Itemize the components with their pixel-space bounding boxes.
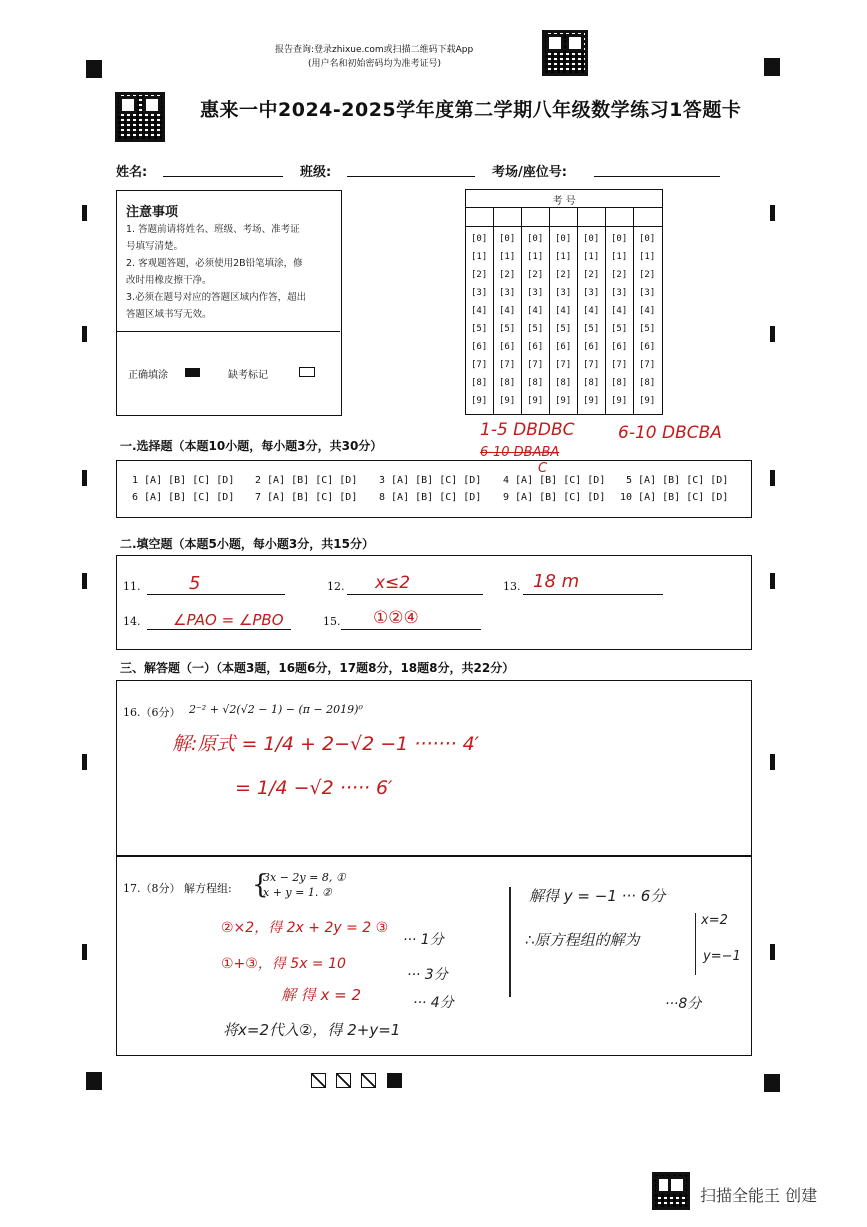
choice-q1[interactable]: 1 [A] [B] [C] [D] <box>132 475 235 486</box>
exam-id-bubble[interactable]: [1] <box>611 252 628 262</box>
q17-equation2: x + y = 1. ② <box>263 886 332 899</box>
page-title: 惠来一中2024-2025学年度第二学期八年级数学练习1答题卡 <box>200 99 742 121</box>
exam-id-bubble[interactable]: [9] <box>555 396 572 406</box>
exam-id-bubble[interactable]: [2] <box>555 270 572 280</box>
timing-mark <box>770 573 775 589</box>
registration-mark-top-left <box>86 60 102 78</box>
exam-id-bubble[interactable]: [5] <box>583 324 600 334</box>
q15-label: 15. <box>323 615 341 628</box>
q17-step2-score: ··· 3分 <box>407 967 448 983</box>
exam-id-bubble[interactable]: [0] <box>527 234 544 244</box>
exam-id-bubble[interactable]: [5] <box>639 324 656 334</box>
notice-line: 2. 客观题答题，必须使用2B铅笔填涂，修 <box>126 258 303 269</box>
exam-id-bubble[interactable]: [3] <box>499 288 516 298</box>
exam-id-bubble[interactable]: [8] <box>639 378 656 388</box>
notice-body <box>126 221 336 323</box>
exam-id-bubble[interactable]: [9] <box>583 396 600 406</box>
q17-step4: 将x=2代入②，得 2+y=1 <box>223 1021 401 1039</box>
exam-id-bubble[interactable]: [2] <box>471 270 488 280</box>
q17-step3-score: ··· 4分 <box>413 995 454 1011</box>
exam-id-bubble[interactable]: [9] <box>639 396 656 406</box>
exam-id-bubble[interactable]: [4] <box>499 306 516 316</box>
exam-id-bubble[interactable]: [3] <box>639 288 656 298</box>
class-field[interactable] <box>347 176 475 177</box>
absent-mark-checkbox[interactable] <box>299 367 315 377</box>
choice-q4[interactable]: 4 [A] [B] [C] [D] <box>503 475 606 486</box>
exam-id-bubble[interactable]: [5] <box>611 324 628 334</box>
exam-id-bubble[interactable]: [5] <box>499 324 516 334</box>
notice-line: 3.必须在题号对应的答题区域内作答，超出 <box>126 292 307 303</box>
q17-step5: 解得 y = −1 ··· 6分 <box>529 887 666 905</box>
q13-field[interactable] <box>523 594 663 595</box>
report-query-note: (用户名和初始密码均为准考证号) <box>308 59 442 69</box>
timing-mark <box>82 326 87 342</box>
exam-id-bubble[interactable]: [8] <box>471 378 488 388</box>
exam-id-bubble[interactable]: [1] <box>639 252 656 262</box>
exam-id-bubble[interactable]: [6] <box>555 342 572 352</box>
q17-step1: ②×2，得 2x + 2y = 2 ③ <box>221 920 389 936</box>
q17-step1-score: ··· 1分 <box>403 932 444 948</box>
exam-id-bubble[interactable]: [8] <box>527 378 544 388</box>
section3-title: 三、解答题（一）（本题3题，16题6分，17题8分，18题8分，共22分） <box>120 661 515 675</box>
exam-id-bubble[interactable]: [8] <box>499 378 516 388</box>
handwritten-answers-6-10: 6-10 DBCBA <box>618 423 722 443</box>
exam-id-bubble[interactable]: [5] <box>527 324 544 334</box>
exam-id-bubble[interactable]: [6] <box>499 342 516 352</box>
q16-expression: 2⁻² + √2(√2 − 1) − (π − 2019)⁰ <box>189 703 363 716</box>
exam-id-bubble[interactable]: [7] <box>611 360 628 370</box>
exam-id-bubble[interactable]: [9] <box>499 396 516 406</box>
exam-id-bubble[interactable]: [0] <box>611 234 628 244</box>
q17-step3: 解 得 x = 2 <box>281 986 362 1004</box>
notice-divider <box>117 331 340 332</box>
exam-id-bubble[interactable]: [4] <box>471 306 488 316</box>
report-query-text: 报告查询:登录zhixue.com或扫描二维码下载App <box>275 45 474 55</box>
exam-id-bubble[interactable]: [0] <box>583 234 600 244</box>
handwritten-answers-crossed: 6-10 DBABA <box>480 445 560 460</box>
exam-id-bubble[interactable]: [4] <box>527 306 544 316</box>
q11-answer: 5 <box>189 573 201 594</box>
choice-q8[interactable]: 8 [A] [B] [C] [D] <box>379 492 482 503</box>
exam-id-bubble[interactable]: [6] <box>583 342 600 352</box>
section2-title: 二.填空题（本题5小题，每小题3分，共15分） <box>120 537 374 551</box>
exam-id-bubble[interactable]: [1] <box>583 252 600 262</box>
choice-q5[interactable]: 5 [A] [B] [C] [D] <box>626 475 729 486</box>
q16-solution-line2: = 1/4 −√2 ····· 6′ <box>235 777 393 799</box>
notice-heading: 注意事项 <box>126 205 179 220</box>
q17-label: 17.（8分） 解方程组: <box>123 882 232 895</box>
q17-equation1: 3x − 2y = 8, ① <box>263 871 346 884</box>
q12-field[interactable] <box>347 594 483 595</box>
registration-mark-bottom-left <box>86 1072 102 1090</box>
handwritten-correction: C <box>538 461 548 476</box>
correct-fill-label: 正确填涂 <box>128 370 168 381</box>
timing-mark <box>770 205 775 221</box>
fill-answer-box <box>116 555 752 650</box>
exam-id-bubble[interactable]: [9] <box>527 396 544 406</box>
timing-mark <box>770 754 775 770</box>
exam-id-bubbles <box>466 234 662 414</box>
q13-answer: 18 m <box>533 571 580 592</box>
name-field[interactable] <box>163 176 283 177</box>
exam-id-bubble[interactable]: [7] <box>471 360 488 370</box>
registration-mark-bottom-right <box>764 1074 780 1092</box>
q17-answer-box <box>116 856 752 1056</box>
timing-mark <box>82 205 87 221</box>
exam-id-bubble[interactable]: [8] <box>611 378 628 388</box>
q17-solution-x: x=2 <box>701 913 728 928</box>
page-marker-box <box>311 1073 326 1088</box>
q17-step6: ∴原方程组的解为 <box>525 931 640 949</box>
exam-id-bubble[interactable]: [0] <box>499 234 516 244</box>
exam-id-bubble[interactable]: [7] <box>639 360 656 370</box>
room-seat-label: 考场/座位号: <box>492 165 567 180</box>
q14-answer: ∠PAO = ∠PBO <box>173 611 284 629</box>
exam-id-bubble[interactable]: [9] <box>611 396 628 406</box>
exam-id-bubble[interactable]: [6] <box>471 342 488 352</box>
exam-id-bubble[interactable]: [5] <box>555 324 572 334</box>
q14-field[interactable] <box>147 629 291 630</box>
choice-answer-box <box>116 460 752 518</box>
sheet-qr-code <box>115 92 165 142</box>
q17-column-divider <box>509 887 511 997</box>
q15-field[interactable] <box>341 629 481 630</box>
timing-mark <box>82 754 87 770</box>
exam-id-bubble[interactable]: [8] <box>583 378 600 388</box>
exam-id-bubble[interactable]: [1] <box>555 252 572 262</box>
exam-id-bubble[interactable]: [3] <box>471 288 488 298</box>
room-seat-field[interactable] <box>594 176 720 177</box>
page-marker-box <box>361 1073 376 1088</box>
timing-mark <box>770 470 775 486</box>
exam-id-bubble[interactable]: [4] <box>555 306 572 316</box>
exam-id-grid <box>465 189 663 415</box>
scanner-qr-code <box>652 1172 690 1210</box>
exam-id-bubble[interactable]: [0] <box>471 234 488 244</box>
exam-id-bubble[interactable]: [0] <box>639 234 656 244</box>
exam-id-bubble[interactable]: [2] <box>639 270 656 280</box>
exam-id-bubble[interactable]: [6] <box>527 342 544 352</box>
q17-step2: ①+③，得 5x = 10 <box>221 956 346 972</box>
choice-q6[interactable]: 6 [A] [B] [C] [D] <box>132 492 235 503</box>
exam-id-bubble[interactable]: [2] <box>499 270 516 280</box>
correct-fill-sample <box>185 368 200 377</box>
q15-answer: ①②④ <box>373 608 419 628</box>
choice-q10[interactable]: 10 [A] [B] [C] [D] <box>620 492 729 503</box>
notice-line: 答题区域书写无效。 <box>126 309 212 320</box>
exam-id-bubble[interactable]: [4] <box>583 306 600 316</box>
report-qr-code <box>542 30 588 76</box>
exam-id-bubble[interactable]: [3] <box>527 288 544 298</box>
q17-solution-y: y=−1 <box>703 949 741 964</box>
exam-id-bubble[interactable]: [6] <box>611 342 628 352</box>
exam-id-bubble[interactable]: [8] <box>555 378 572 388</box>
q17-brace: { <box>252 870 269 900</box>
exam-id-bubble[interactable]: [7] <box>527 360 544 370</box>
timing-mark <box>770 944 775 960</box>
exam-id-bubble[interactable]: [7] <box>555 360 572 370</box>
registration-mark-top-right <box>764 58 780 76</box>
timing-mark <box>82 470 87 486</box>
q17-step6-score: ···8分 <box>665 996 702 1012</box>
exam-id-bubble[interactable]: [1] <box>471 252 488 262</box>
exam-id-bubble[interactable]: [4] <box>639 306 656 316</box>
notice-line: 改时用橡皮擦干净。 <box>126 275 212 286</box>
section1-title: 一.选择题（本题10小题，每小题3分，共30分） <box>120 439 383 453</box>
scanner-watermark: 扫描全能王 创建 <box>700 1186 818 1205</box>
choice-q3[interactable]: 3 [A] [B] [C] [D] <box>379 475 482 486</box>
notice-line: 1. 答题前请将姓名、班级、考场、准考证 <box>126 224 300 235</box>
q13-label: 13. <box>503 580 521 593</box>
exam-id-bubble[interactable]: [0] <box>555 234 572 244</box>
exam-id-bubble[interactable]: [1] <box>499 252 516 262</box>
timing-mark <box>82 573 87 589</box>
exam-id-bubble[interactable]: [3] <box>611 288 628 298</box>
q16-solution-line1: 解:原式 = 1/4 + 2−√2 −1 ······· 4′ <box>172 733 479 755</box>
exam-id-bubble[interactable]: [7] <box>499 360 516 370</box>
q14-label: 14. <box>123 615 141 628</box>
exam-id-header: 考 号 <box>552 196 576 207</box>
q16-label: 16.（6分） <box>123 706 181 719</box>
exam-id-bubble[interactable]: [7] <box>583 360 600 370</box>
q16-answer-box <box>116 680 752 856</box>
timing-mark <box>82 944 87 960</box>
exam-id-bubble[interactable]: [2] <box>583 270 600 280</box>
q11-label: 11. <box>123 580 141 593</box>
page-marker-filled <box>387 1073 402 1088</box>
exam-id-bubble[interactable]: [5] <box>471 324 488 334</box>
choice-q2[interactable]: 2 [A] [B] [C] [D] <box>255 475 358 486</box>
exam-id-bubble[interactable]: [3] <box>555 288 572 298</box>
absent-mark-label: 缺考标记 <box>228 370 268 381</box>
q11-field[interactable] <box>147 594 285 595</box>
exam-id-bubble[interactable]: [9] <box>471 396 488 406</box>
exam-id-bubble[interactable]: [6] <box>639 342 656 352</box>
page-marker-box <box>336 1073 351 1088</box>
class-label: 班级: <box>300 165 332 180</box>
name-label: 姓名: <box>116 165 148 180</box>
exam-id-bubble[interactable]: [4] <box>611 306 628 316</box>
choice-q7[interactable]: 7 [A] [B] [C] [D] <box>255 492 358 503</box>
q12-answer: x≤2 <box>375 573 411 593</box>
exam-id-bubble[interactable]: [2] <box>611 270 628 280</box>
notice-box <box>116 190 342 416</box>
exam-id-bubble[interactable]: [2] <box>527 270 544 280</box>
exam-id-bubble[interactable]: [3] <box>583 288 600 298</box>
handwritten-answers-1-5: 1-5 DBDBC <box>480 420 575 440</box>
q12-label: 12. <box>327 580 345 593</box>
timing-mark <box>770 326 775 342</box>
exam-id-bubble[interactable]: [1] <box>527 252 544 262</box>
choice-q9[interactable]: 9 [A] [B] [C] [D] <box>503 492 606 503</box>
q17-solution-brace <box>695 913 696 975</box>
notice-line: 号填写清楚。 <box>126 241 184 252</box>
